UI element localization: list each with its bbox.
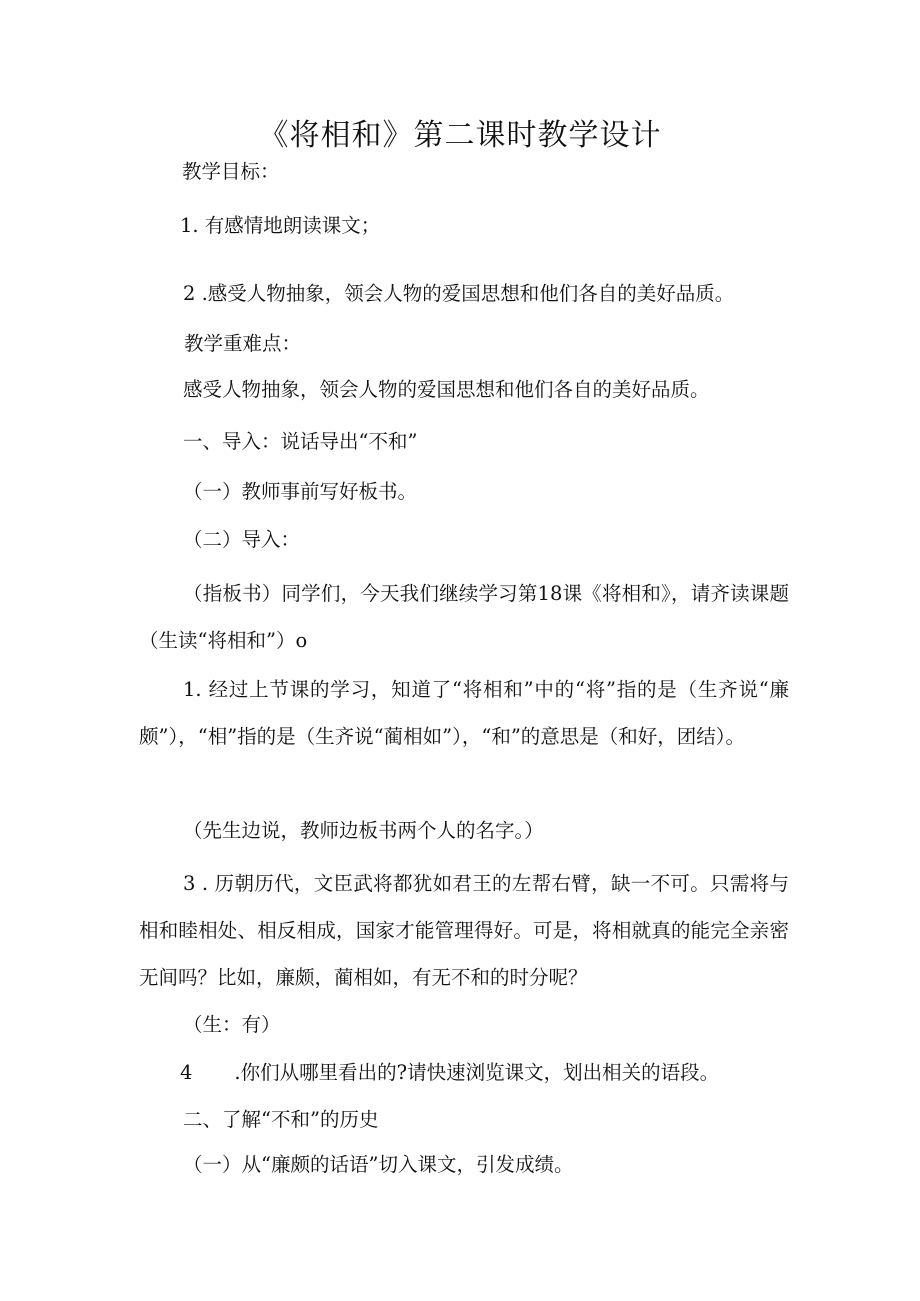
item-4 [180,1058,719,1088]
item-4-number: 4 [180,1061,193,1084]
intro-paragraph [139,570,789,664]
subsection-2: （二）导入： [183,528,301,551]
goals-heading: 教学目标： [182,160,280,183]
key-points-text: 感受人物抽象，领会人物的爱国思想和他们各自的美好品质。 [183,378,710,401]
subsection-1: （一）教师事前写好板书。 [183,480,418,503]
document-title: 《将相和》第二课时教学设计 [258,118,662,153]
teacher-note: （先生边说，教师边板书两个人的名字。） [183,819,544,842]
item-1-text: 1. 经过上节课的学习，知道了“将相和”中的“将”指的是（生齐说“廉颇”），“相”指的是（生齐说“蔺相如”），“和”的意思是（和好，团结）。 [139,678,789,748]
goal-item-1: 1. 有感情地朗读课文； [180,214,381,237]
goal-item-2: 2 .感受人物抽象，领会人物的爱国思想和他们各自的美好品质。 [183,282,735,305]
subsection-3: （一）从“廉颇的话语”切入课文，引发成绩。 [183,1153,574,1176]
intro-paragraph-text: （指板书）同学们，今天我们继续学习第18课《将相和》，请齐读课题（生读“将相和”）o [139,582,789,652]
student-answer: （生：有） [183,1013,281,1036]
item-4-text: .你们从哪里看出的?请快速浏览课文，划出相关的语段。 [234,1061,720,1084]
item-3-paragraph [139,860,789,1001]
key-points-heading: 教学重难点： [184,332,302,355]
section-2-heading: 二、了解“不和”的历史 [183,1108,379,1131]
item-3-text: 3 . 历朝历代，文臣武将都犹如君王的左帮右臂，缺一不可。只需将与相和睦相处、相反相成，国家才能管理得好。可是，将相就真的能完全亲密无间吗？比如，廉颇，蔺相如，有无不和的时分呢？ [139,872,789,989]
section-1-heading: 一、导入：说话导出“不和” [183,430,418,453]
item-1-paragraph [139,666,789,760]
